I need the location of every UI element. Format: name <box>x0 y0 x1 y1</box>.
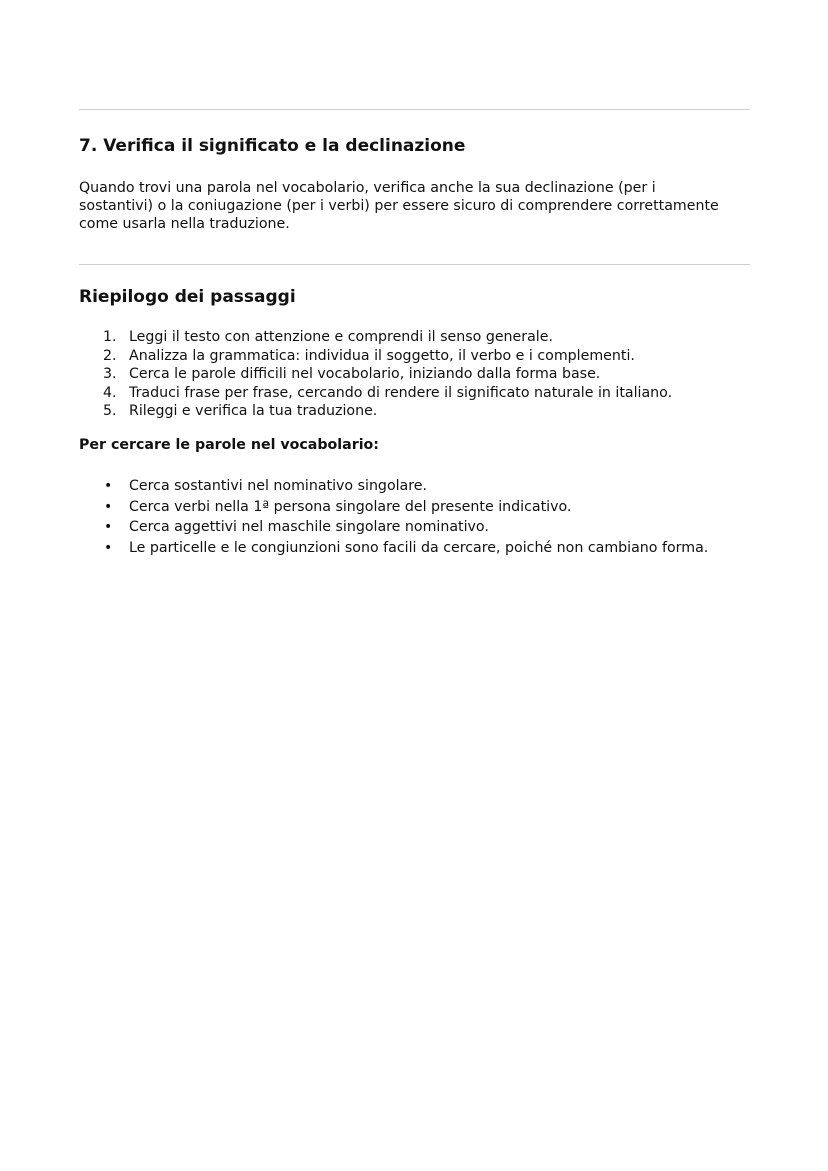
bullet-dot: • <box>104 478 113 494</box>
list-number: 2. <box>103 347 117 364</box>
section-7-paragraph: Quando trovi una parola nel vocabolario, verifica anche la sua declinazione (per i sostantivi) o la coniugazione (per i verbi) per essere sicuro di comprendere correttamente come usarla nella traduzione. <box>79 180 719 232</box>
list-item <box>79 539 750 558</box>
list-item <box>79 384 750 403</box>
bullet-dot: • <box>104 519 113 535</box>
list-item-text: Cerca aggettivi nel maschile singolare nominativo. <box>129 519 489 535</box>
vocab-heading: Per cercare le parole nel vocabolario: <box>79 437 379 453</box>
list-item <box>79 365 750 384</box>
list-item-text: Analizza la grammatica: individua il soggetto, il verbo e i complementi. <box>129 347 635 364</box>
list-number: 4. <box>103 384 117 401</box>
list-number: 5. <box>103 403 117 419</box>
list-number: 1. <box>103 329 117 345</box>
list-item <box>79 402 750 421</box>
list-item-text: Cerca sostantivi nel nominativo singolare. <box>129 478 428 494</box>
steps-list <box>79 328 750 421</box>
list-item <box>79 328 750 347</box>
list-item <box>79 498 750 517</box>
list-item-text: Le particelle e le congiunzioni sono facili da cercare, poiché non cambiano forma. <box>129 539 709 556</box>
list-item <box>79 347 750 366</box>
section-7-heading: 7. Verifica il significato e la declinazione <box>79 136 466 156</box>
bullet-dot: • <box>104 539 113 556</box>
divider-middle <box>79 264 750 265</box>
list-number: 3. <box>103 366 117 382</box>
list-item-text: Rileggi e verifica la tua traduzione. <box>129 403 378 419</box>
list-item <box>79 477 750 496</box>
divider-top <box>79 109 750 110</box>
list-item <box>79 518 750 537</box>
list-item-text: Cerca verbi nella 1ª persona singolare del presente indicativo. <box>129 498 572 515</box>
list-item-text: Leggi il testo con attenzione e comprendi il senso generale. <box>129 329 553 345</box>
list-item-text: Cerca le parole difficili nel vocabolario, iniziando dalla forma base. <box>129 366 601 382</box>
bullet-dot: • <box>104 498 113 515</box>
summary-heading: Riepilogo dei passaggi <box>79 287 296 307</box>
list-item-text: Traduci frase per frase, cercando di rendere il significato naturale in italiano. <box>129 384 673 401</box>
vocab-bullet-list <box>79 477 750 559</box>
